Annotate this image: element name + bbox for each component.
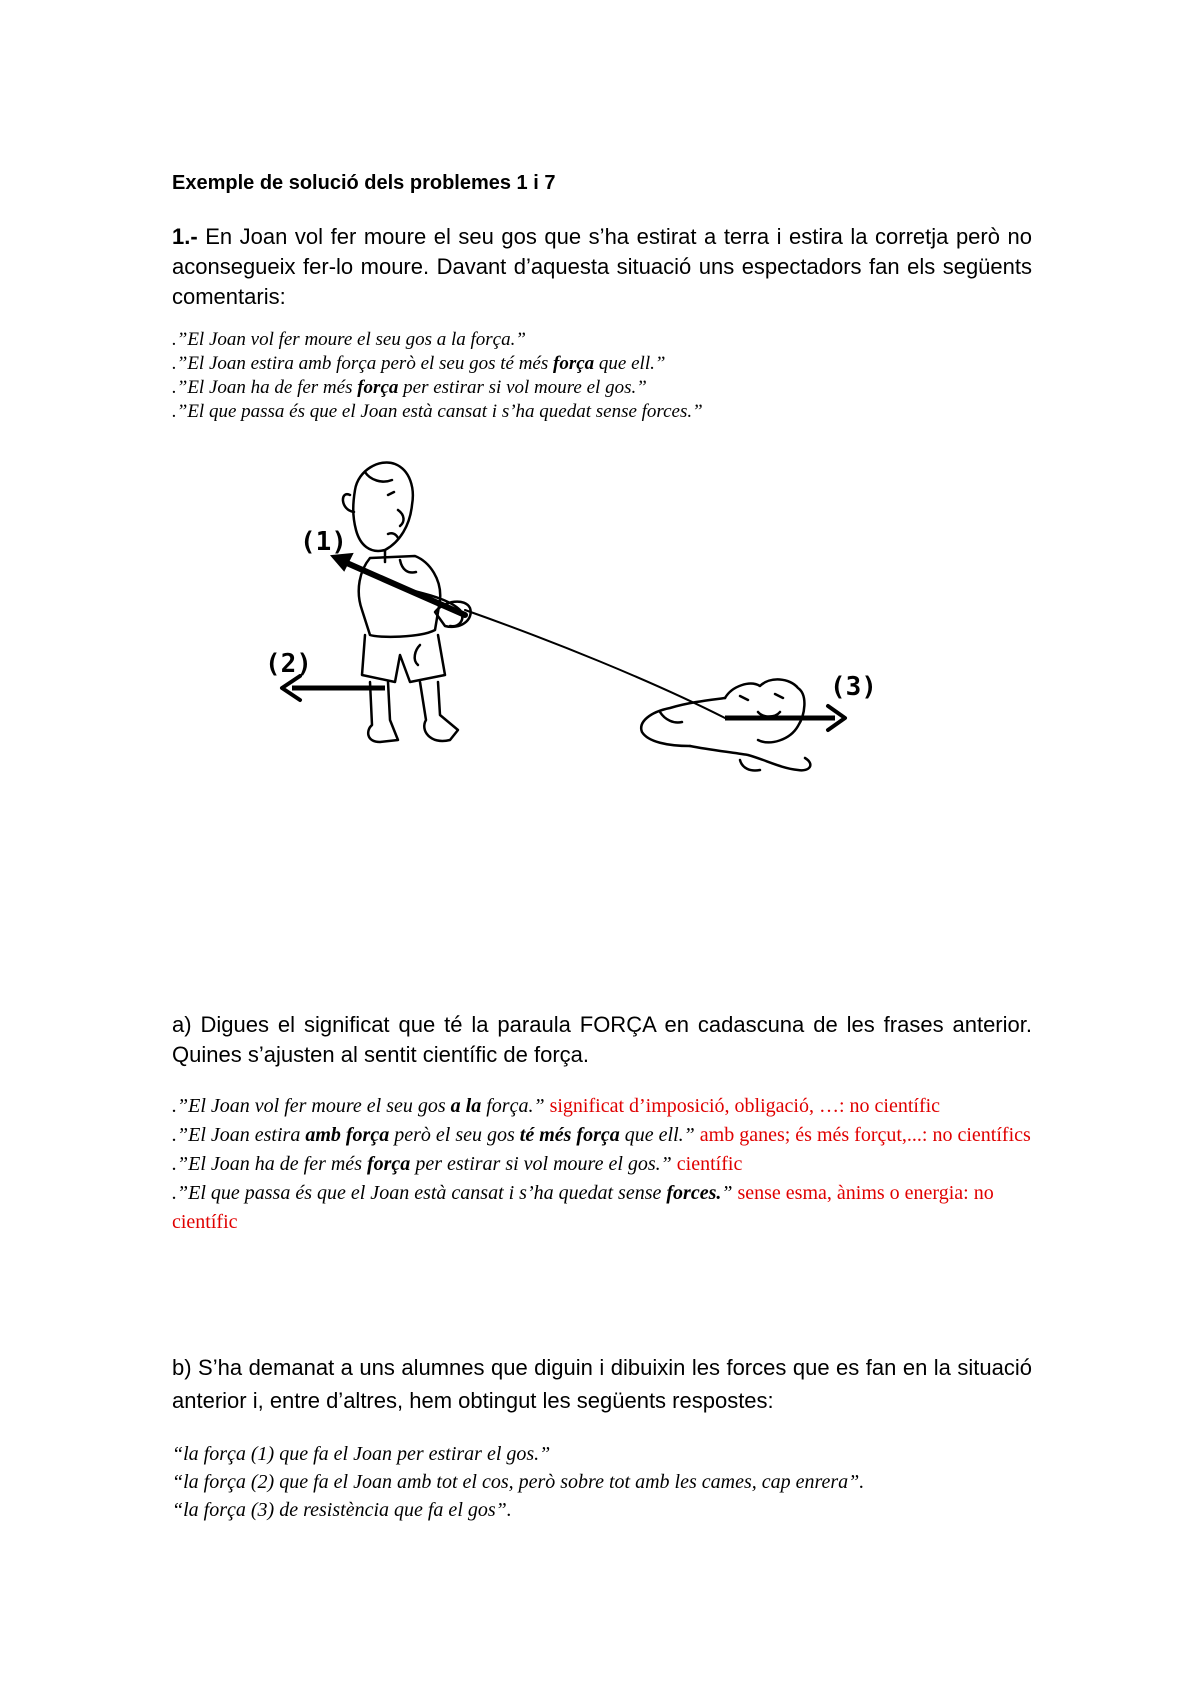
- answer-item: .”El Joan estira amb força però el seu gos té més força que ell.” amb ganes; és més forçut,...: no científics: [172, 1124, 1031, 1146]
- problem-number: 1.-: [172, 224, 198, 249]
- answer-item: .”El que passa és que el Joan està cansat i s’ha quedat sense forces.” sense esma, ànims o energia: no científic: [172, 1182, 994, 1233]
- question-b: b) S’ha demanat a uns alumnes que diguin i dibuixin les forces que es fan en la situació anterior i, entre d’altres, hem obtingut les següents respostes:: [172, 1355, 1032, 1413]
- label-2: (2): [265, 649, 312, 679]
- force-illustration: [265, 450, 950, 850]
- question-a: a) Digues el significat que té la paraula FORÇA en cadascuna de les frases anterior. Quines s’ajusten al sentit científic de força.: [172, 1012, 1032, 1067]
- student-answer-item: “la força (3) de resistència que fa el gos”.: [172, 1499, 512, 1521]
- answers-list: [172, 1092, 1032, 1237]
- leash: [465, 610, 725, 718]
- comment-item: .”El que passa és que el Joan està cansat i s’ha quedat sense forces.”: [172, 401, 703, 422]
- problem-text: En Joan vol fer moure el seu gos que s’ha estirat a terra i estira la corretja però no aconsegueix fer-lo moure. Davant d’aquesta situació uns espectadors fan els següents comentaris:: [172, 224, 1032, 309]
- dog-figure: [641, 679, 810, 770]
- force-arrows: [282, 554, 845, 730]
- student-answers: [172, 1440, 1032, 1524]
- label-3: (3): [830, 672, 877, 702]
- spectator-comments: [172, 328, 1032, 424]
- comment-item: .”El Joan estira amb força però el seu gos té més força que ell.”: [172, 353, 666, 374]
- page-title: Exemple de solució dels problemes 1 i 7: [172, 172, 556, 194]
- answer-item: .”El Joan vol fer moure el seu gos a la força.” significat d’imposició, obligació, …: no científic: [172, 1095, 941, 1117]
- problem-1-statement: [172, 222, 1032, 312]
- answer-item: .”El Joan ha de fer més força per estirar si vol moure el gos.” científic: [172, 1153, 743, 1175]
- student-answer-item: “la força (1) que fa el Joan per estirar el gos.”: [172, 1443, 551, 1465]
- label-1: (1): [300, 527, 347, 557]
- student-answer-item: “la força (2) que fa el Joan amb tot el cos, però sobre tot amb les cames, cap enrera”.: [172, 1471, 865, 1493]
- boy-figure: [343, 462, 471, 742]
- comment-item: .”El Joan ha de fer més força per estirar si vol moure el gos.”: [172, 377, 647, 398]
- comment-item: .”El Joan vol fer moure el seu gos a la força.”: [172, 329, 526, 350]
